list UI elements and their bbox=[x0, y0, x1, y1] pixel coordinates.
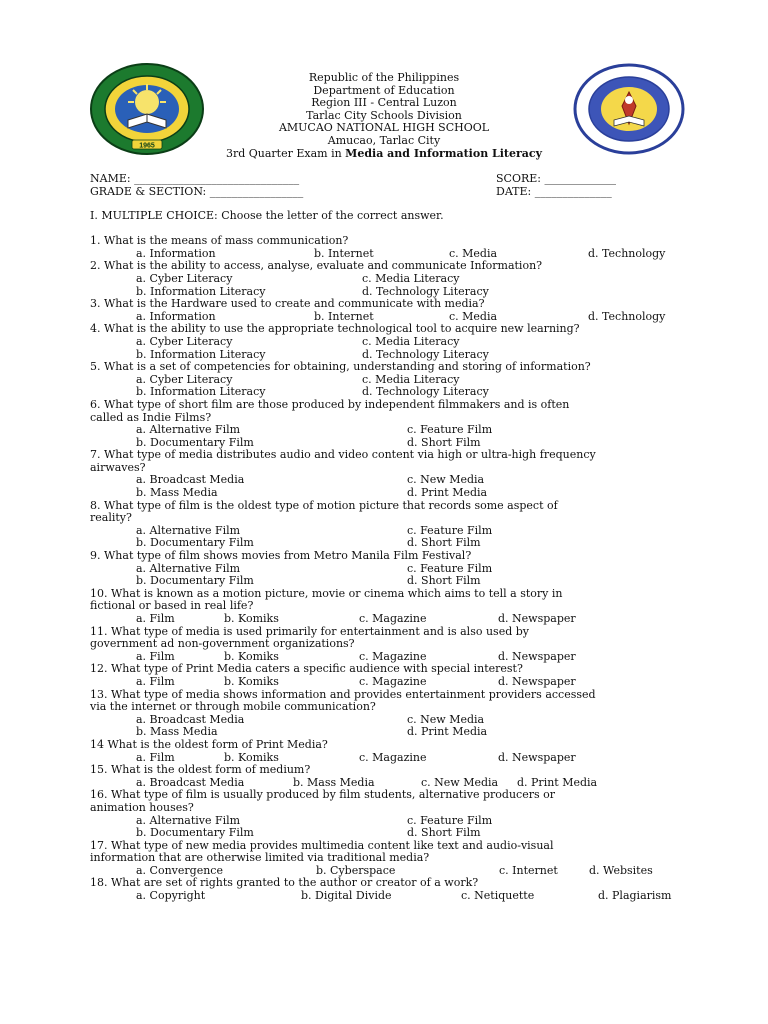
option: a. Film bbox=[136, 649, 175, 663]
option: a. Alternative Film bbox=[136, 813, 241, 827]
question-8: 8. What type of film is the oldest type of motion picture that records some aspect of bbox=[90, 498, 558, 512]
option: d. Newspaper bbox=[498, 674, 576, 688]
option: d. Print Media bbox=[407, 725, 488, 739]
option: d. Technology Literacy bbox=[362, 385, 489, 399]
name-field[interactable]: NAME: ______________________________ bbox=[90, 172, 300, 185]
question-18: 18. What are set of rights granted to the author or creator of a work? bbox=[90, 876, 479, 890]
question-16: 16. What type of film is usually produced by film students, alternative producers or bbox=[90, 788, 555, 802]
option: b. Information Literacy bbox=[136, 284, 266, 298]
option: a. Cyber Literacy bbox=[136, 372, 233, 386]
instructions: I. MULTIPLE CHOICE: Choose the letter of the correct answer. bbox=[90, 209, 444, 222]
option: a. Cyber Literacy bbox=[136, 271, 233, 285]
option: a. Cyber Literacy bbox=[136, 334, 233, 348]
option: d. Short Film bbox=[407, 574, 481, 588]
option: a. Film bbox=[136, 750, 175, 764]
option: d. Print Media bbox=[407, 486, 488, 500]
question-9: 9. What type of film shows movies from Metro Manila Film Festival? bbox=[90, 549, 472, 563]
question-4: 4. What is the ability to use the appropriate technological tool to acquire new learning? bbox=[90, 322, 580, 336]
option: b. Documentary Film bbox=[136, 435, 254, 449]
option: b. Documentary Film bbox=[136, 536, 254, 550]
question-10-options bbox=[90, 613, 690, 626]
option: c. Feature Film bbox=[407, 813, 493, 827]
option: b. Komiks bbox=[224, 612, 279, 625]
option: c. New Media bbox=[407, 712, 485, 726]
option: b. Documentary Film bbox=[136, 574, 254, 588]
option: a. Information bbox=[136, 309, 216, 323]
question-7-options bbox=[90, 487, 690, 500]
option: c. Magazine bbox=[359, 649, 427, 663]
option: b. Mass Media bbox=[136, 486, 218, 500]
question-2-options bbox=[90, 273, 690, 286]
option: d. Newspaper bbox=[498, 612, 576, 625]
option: d. Print Media bbox=[517, 775, 598, 789]
question-6-cont: called as Indie Films? bbox=[90, 410, 212, 424]
option: a. Alternative Film bbox=[136, 423, 241, 437]
exam-title-prefix: 3rd Quarter Exam in bbox=[225, 146, 346, 160]
question-10-cont: fictional or based in real life? bbox=[90, 599, 254, 613]
question-1: 1. What is the means of mass communication? bbox=[90, 234, 349, 248]
student-info bbox=[90, 173, 690, 198]
option: d. Newspaper bbox=[498, 649, 576, 663]
question-17: 17. What type of new media provides multimedia content like text and audio-visual bbox=[90, 838, 554, 852]
question-13: 13. What type of media shows information and provides entertainment providers accessed bbox=[90, 687, 596, 701]
question-3: 3. What is the Hardware used to create and communicate with media? bbox=[90, 297, 485, 311]
option: d. Technology Literacy bbox=[362, 347, 489, 361]
question-6: 6. What type of short film are those produced by independent filmmakers and is often bbox=[90, 397, 570, 411]
header-line-region: Region III - Central Luzon bbox=[311, 96, 457, 110]
option: b. Documentary Film bbox=[136, 826, 254, 840]
option: a. Broadcast Media bbox=[136, 712, 245, 726]
question-14: 14 What is the oldest form of Print Media? bbox=[90, 737, 328, 751]
option: c. New Media bbox=[421, 775, 499, 789]
header-line-division: Tarlac City Schools Division bbox=[306, 108, 462, 122]
option: b. Mass Media bbox=[136, 725, 218, 739]
exam-subject: Media and Information Literacy bbox=[345, 146, 543, 160]
question-10: 10. What is known as a motion picture, movie or cinema which aims to tell a story in bbox=[90, 586, 563, 600]
question-4-options bbox=[90, 336, 690, 349]
option: d. Short Film bbox=[407, 435, 481, 449]
option: d. Technology bbox=[588, 309, 666, 323]
option: b. Mass Media bbox=[293, 775, 375, 789]
exam-body bbox=[90, 210, 690, 903]
option: c. Media Literacy bbox=[362, 271, 460, 285]
option: a. Film bbox=[136, 674, 175, 688]
date-field[interactable]: DATE: ______________ bbox=[496, 184, 612, 198]
option: a. Alternative Film bbox=[136, 561, 241, 575]
option: b. Cyberspace bbox=[316, 863, 396, 877]
option: c. Feature Film bbox=[407, 423, 493, 437]
option: a. Convergence bbox=[136, 863, 223, 877]
question-12: 12. What type of Print Media caters a specific audience with special interest? bbox=[90, 662, 523, 676]
option: d. Websites bbox=[589, 863, 653, 877]
question-5: 5. What is a set of competencies for obtaining, understanding and storing of information? bbox=[90, 360, 591, 374]
question-7: 7. What type of media distributes audio and video content via high or ultra-high frequency bbox=[90, 448, 596, 462]
option: d. Short Film bbox=[407, 826, 481, 840]
question-16-cont: animation houses? bbox=[90, 800, 194, 814]
option: d. Newspaper bbox=[498, 750, 576, 764]
option: b. Information Literacy bbox=[136, 385, 266, 399]
option: c. Feature Film bbox=[407, 523, 493, 537]
question-12-options bbox=[90, 676, 690, 689]
option: b. Internet bbox=[314, 246, 374, 260]
option: c. Netiquette bbox=[461, 889, 535, 903]
question-11: 11. What type of media is used primarily for entertainment and is also used by bbox=[90, 624, 530, 638]
option: c. Media bbox=[449, 309, 498, 323]
header-line-address: Amucao, Tarlac City bbox=[327, 133, 441, 147]
question-15: 15. What is the oldest form of medium? bbox=[90, 763, 311, 777]
header-line-school: AMUCAO NATIONAL HIGH SCHOOL bbox=[278, 121, 490, 135]
option: a. Alternative Film bbox=[136, 523, 241, 537]
score-field[interactable]: SCORE: _____________ bbox=[496, 172, 616, 185]
option: c. Feature Film bbox=[407, 561, 493, 575]
option: d. Plagiarism bbox=[598, 889, 672, 903]
option: b. Information Literacy bbox=[136, 347, 266, 361]
grade-section-field[interactable]: GRADE & SECTION: _________________ bbox=[90, 184, 304, 198]
option: a. Information bbox=[136, 246, 216, 260]
option: a. Film bbox=[136, 612, 175, 625]
option: c. Internet bbox=[499, 863, 558, 877]
option: b. Digital Divide bbox=[301, 889, 392, 903]
question-2: 2. What is the ability to access, analyse, evaluate and communicate Information? bbox=[90, 259, 543, 273]
svg-text:1965: 1965 bbox=[139, 142, 155, 150]
question-16-options bbox=[90, 827, 690, 840]
option: c. Media Literacy bbox=[362, 334, 460, 348]
option: b. Komiks bbox=[224, 649, 279, 663]
option: c. Magazine bbox=[359, 750, 427, 764]
question-7-cont: airwaves? bbox=[90, 460, 146, 474]
option: c. Magazine bbox=[359, 674, 427, 688]
question-11-cont: government ad non-government organizations? bbox=[90, 637, 355, 651]
option: d. Technology Literacy bbox=[362, 284, 489, 298]
question-18-options bbox=[90, 890, 690, 903]
option: b. Komiks bbox=[224, 674, 279, 688]
option: d. Technology bbox=[588, 246, 666, 260]
header-line-department: Department of Education bbox=[313, 83, 455, 97]
exam-title bbox=[180, 148, 588, 161]
question-17-cont: information that are otherwise limited via traditional media? bbox=[90, 851, 430, 865]
document-header bbox=[180, 72, 588, 160]
option: b. Internet bbox=[314, 309, 374, 323]
question-6-options bbox=[90, 424, 690, 437]
option: a. Broadcast Media bbox=[136, 775, 245, 789]
header-line-republic: Republic of the Philippines bbox=[308, 71, 460, 84]
option: c. New Media bbox=[407, 473, 485, 487]
option: c. Magazine bbox=[359, 612, 427, 625]
question-9-options bbox=[90, 575, 690, 588]
option: c. Media bbox=[449, 246, 498, 260]
question-13-cont: via the internet or through mobile communication? bbox=[90, 700, 376, 714]
option: b. Komiks bbox=[224, 750, 279, 764]
option: a. Broadcast Media bbox=[136, 473, 245, 487]
question-8-cont: reality? bbox=[90, 511, 132, 525]
option: a. Copyright bbox=[136, 889, 206, 903]
option: c. Media Literacy bbox=[362, 372, 460, 386]
option: d. Short Film bbox=[407, 536, 481, 550]
